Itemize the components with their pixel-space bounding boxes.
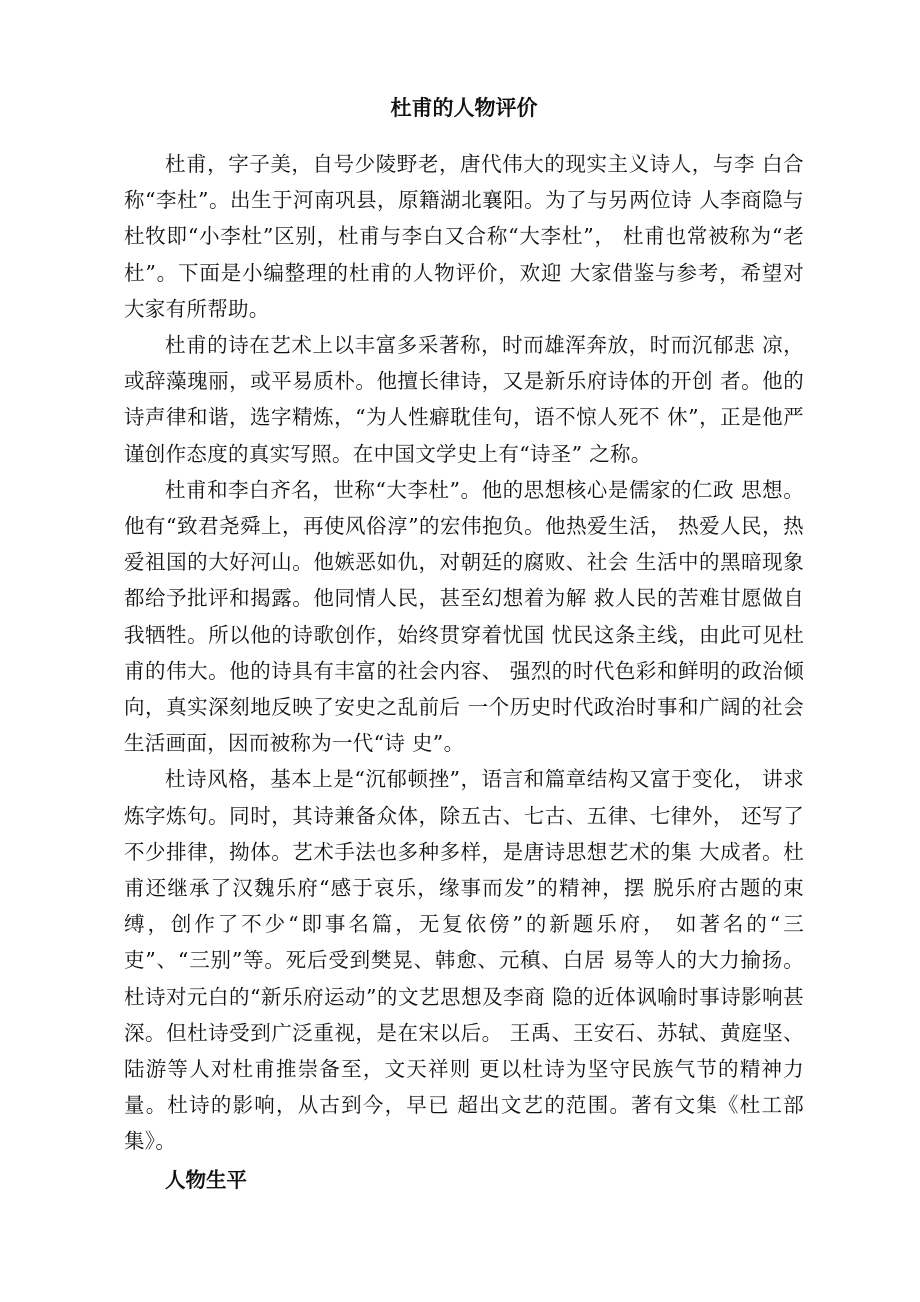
paragraph-style: 杜诗风格，基本上是“沉郁顿挫”，语言和篇章结构又富于变化， 讲求炼字炼句。同时，其诗兼备众体，除五古、七古、五律、七律外， 还写了不少排律，拗体。艺术手法也多种多样，是唐诗思想艺术的集 大成者。杜甫还继承了汉魏乐府“感于哀乐，缘事而发”的精神，摆 脱乐府古题的束缚，创作了不少“即事名篇，无复依傍”的新题乐府， 如著名的“三吏”、“三别”等。死后受到樊晃、韩愈、元稹、白居 易等人的大力揄扬。杜诗对元白的“新乐府运动”的文艺思想及李商 隐的近体讽喻时事诗影响甚深。但杜诗受到广泛重视，是在宋以后。 王禹、王安石、苏轼、黄庭坚、陆游等人对杜甫推崇备至，文天祥则 更以杜诗为坚守民族气节的精神力量。杜诗的影响，从古到今，早已 超出文艺的范围。著有文集《杜工部集》。	[124, 767, 804, 1154]
paragraph-art: 杜甫的诗在艺术上以丰富多采著称，时而雄浑奔放，时而沉郁悲 凉，或辞藻瑰丽，或平易质朴。他擅长律诗，又是新乐府诗体的开创 者。他的诗声律和谐，选字精炼，“为人性癖耽佳句，语不惊人死不 休”，正是他严谨创作态度的真实写照。在中国文学史上有“诗圣” 之称。	[124, 333, 804, 466]
section-heading-biography: 人物生平	[165, 1167, 247, 1192]
document-page	[124, 88, 804, 1198]
paragraph-intro: 杜甫，字子美，自号少陵野老，唐代伟大的现实主义诗人，与李 白合称“李杜”。出生于河南巩县，原籍湖北襄阳。为了与另两位诗 人李商隐与杜牧即“小李杜”区别，杜甫与李白又合称“大李杜”， 杜甫也常被称为“老杜”。下面是小编整理的杜甫的人物评价，欢迎 大家借鉴与参考，希望对大家有所帮助。	[124, 152, 804, 321]
paragraph-thought: 杜甫和李白齐名，世称“大李杜”。他的思想核心是儒家的仁政 思想。他有“致君尧舜上，再使风俗淳”的宏伟抱负。他热爱生活， 热爱人民，热爱祖国的大好河山。他嫉恶如仇，对朝廷的腐败、社会 生活中的黑暗现象都给予批评和揭露。他同情人民，甚至幻想着为解 救人民的苦难甘愿做自我牺牲。所以他的诗歌创作，始终贯穿着忧国 忧民这条主线，由此可见杜甫的伟大。他的诗具有丰富的社会内容、 强烈的时代色彩和鲜明的政治倾向，真实深刻地反映了安史之乱前后 一个历史时代政治时事和广阔的社会生活画面，因而被称为一代“诗 史”。	[124, 477, 804, 756]
document-title: 杜甫的人物评价	[390, 96, 538, 120]
